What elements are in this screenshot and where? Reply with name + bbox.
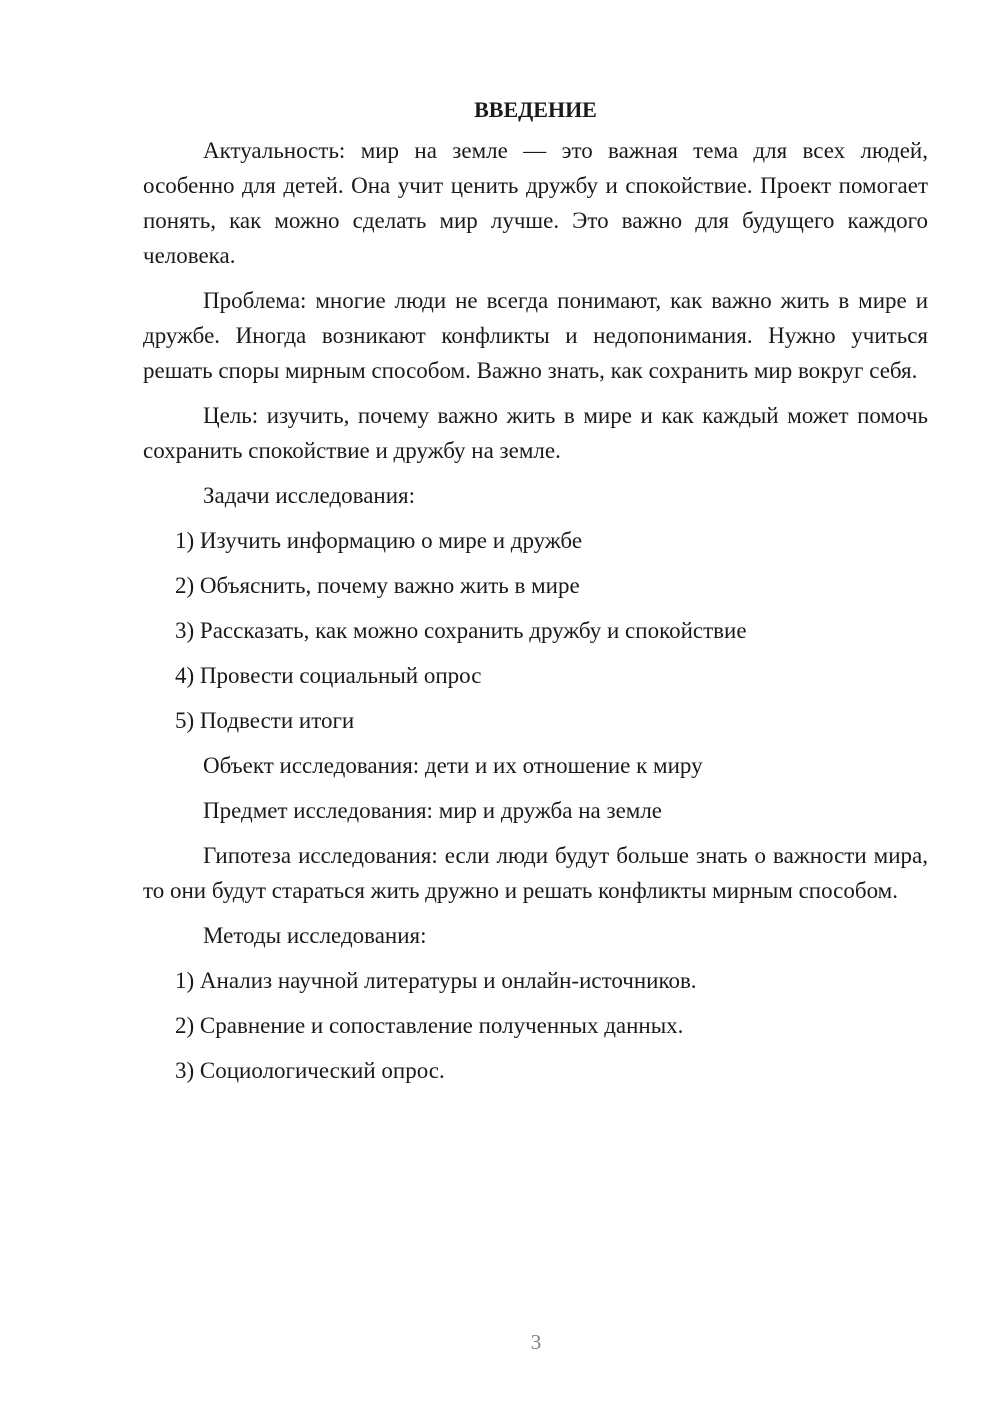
method-item-3: 3) Социологический опрос. — [175, 1058, 445, 1083]
method-item-2: 2) Сравнение и сопоставление полученных данных. — [175, 1013, 684, 1038]
page-number: 3 — [530, 1330, 542, 1354]
task-item-1: 1) Изучить информацию о мире и дружбе — [175, 528, 583, 553]
paragraph-subject: Предмет исследования: мир и дружба на земле — [203, 798, 663, 823]
section-title: ВВЕДЕНИЕ — [474, 97, 597, 122]
paragraph-problem: Проблема: многие люди не всегда понимают, как важно жить в мире и дружбе. Иногда возникают конфликты и недопонимания. Нужно учиться решать споры мирным способом. Важно знать, как сохранить мир вокруг себя. — [143, 288, 928, 383]
task-item-4: 4) Провести социальный опрос — [175, 663, 482, 688]
paragraph-hypothesis: Гипотеза исследования: если люди будут больше знать о важности мира, то они будут стараться жить дружно и решать конфликты мирным способом. — [143, 843, 928, 903]
paragraph-relevance: Актуальность: мир на земле — это важная тема для всех людей, особенно для детей. Она учит ценить дружбу и спокойствие. Проект помогает понять, как можно сделать мир лучше. Это важно для будущего каждого человека. — [143, 138, 928, 268]
paragraph-goal: Цель: изучить, почему важно жить в мире и как каждый может помочь сохранить спокойствие и дружбу на земле. — [143, 403, 928, 463]
methods-heading: Методы исследования: — [203, 923, 427, 948]
paragraph-object: Объект исследования: дети и их отношение к миру — [203, 753, 703, 778]
page-content — [143, 92, 928, 1098]
task-item-5: 5) Подвести итоги — [175, 708, 355, 733]
task-item-2: 2) Объяснить, почему важно жить в мире — [175, 573, 580, 598]
tasks-heading: Задачи исследования: — [203, 483, 416, 508]
method-item-1: 1) Анализ научной литературы и онлайн-источников. — [175, 968, 697, 993]
task-item-3: 3) Рассказать, как можно сохранить дружбу и спокойствие — [175, 618, 747, 643]
